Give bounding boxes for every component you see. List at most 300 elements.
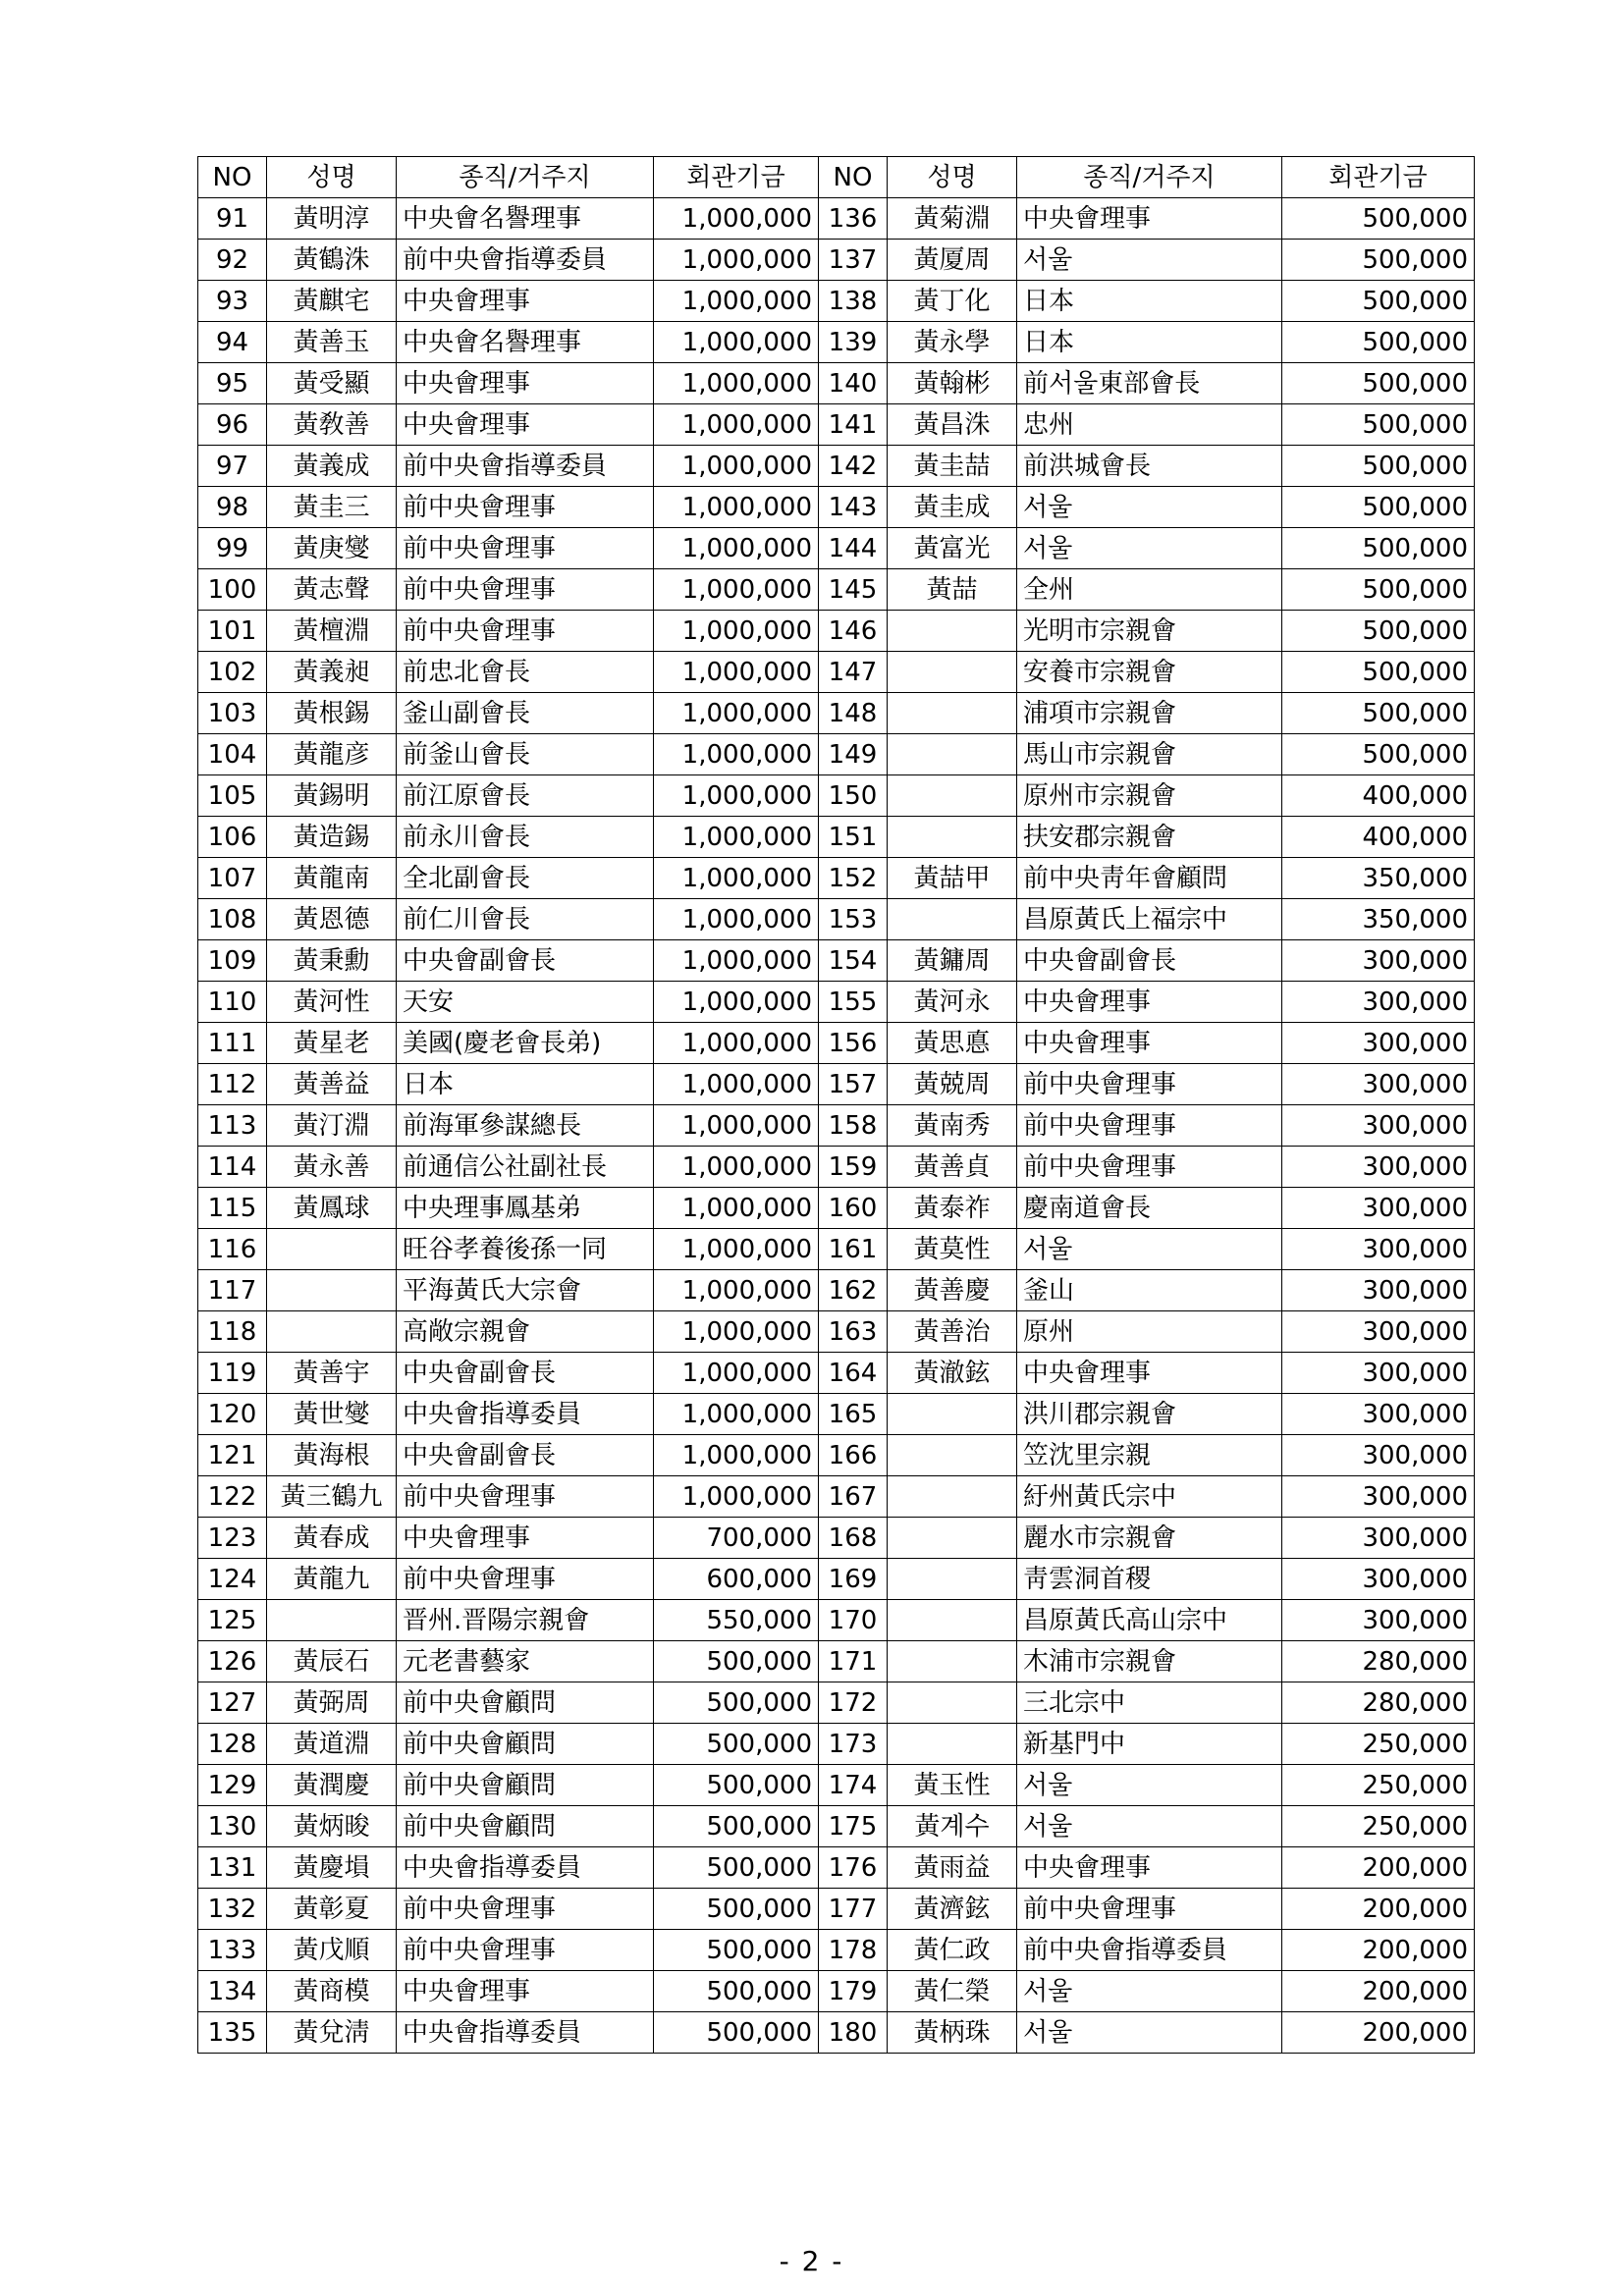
cell-title-residence: 慶南道會長 xyxy=(1017,1188,1282,1229)
cell-name: 黃玉性 xyxy=(888,1765,1017,1806)
cell-title-residence: 靑雲洞首稷 xyxy=(1017,1559,1282,1600)
cell-title-residence: 前通信公社副社長 xyxy=(397,1147,654,1188)
cell-no: 162 xyxy=(819,1270,888,1311)
cell-name xyxy=(888,817,1017,858)
cell-hall-fund: 500,000 xyxy=(654,1641,819,1682)
cell-hall-fund: 1,000,000 xyxy=(654,611,819,652)
cell-title-residence: 前中央會理事 xyxy=(1017,1105,1282,1147)
cell-no: 109 xyxy=(198,940,267,982)
cell-hall-fund: 550,000 xyxy=(654,1600,819,1641)
cell-name xyxy=(888,1724,1017,1765)
cell-title-residence: 原州市宗親會 xyxy=(1017,775,1282,817)
cell-title-residence: 前中央會指導委員 xyxy=(1017,1930,1282,1971)
cell-name: 黃世燮 xyxy=(267,1394,397,1435)
cell-title-residence: 中央會副會長 xyxy=(397,1353,654,1394)
cell-title-residence: 前中央靑年會顧問 xyxy=(1017,858,1282,899)
cell-hall-fund: 300,000 xyxy=(1282,1188,1475,1229)
cell-name: 黃河永 xyxy=(888,982,1017,1023)
table-row xyxy=(198,1641,1475,1682)
cell-name: 黃善慶 xyxy=(888,1270,1017,1311)
cell-title-residence: 高敞宗親會 xyxy=(397,1311,654,1353)
cell-hall-fund: 500,000 xyxy=(654,1806,819,1847)
cell-title-residence: 서울 xyxy=(1017,240,1282,281)
cell-title-residence: 中央會理事 xyxy=(397,281,654,322)
table-row xyxy=(198,1847,1475,1889)
cell-no: 163 xyxy=(819,1311,888,1353)
table-row xyxy=(198,982,1475,1023)
cell-no: 121 xyxy=(198,1435,267,1476)
cell-no: 158 xyxy=(819,1105,888,1147)
cell-name xyxy=(888,775,1017,817)
cell-hall-fund: 500,000 xyxy=(1282,240,1475,281)
cell-name: 黃戊順 xyxy=(267,1930,397,1971)
cell-hall-fund: 300,000 xyxy=(1282,1229,1475,1270)
cell-hall-fund: 500,000 xyxy=(1282,198,1475,240)
cell-hall-fund: 300,000 xyxy=(1282,982,1475,1023)
header-no-left: NO xyxy=(198,157,267,198)
table-row xyxy=(198,817,1475,858)
cell-name xyxy=(888,734,1017,775)
cell-hall-fund: 500,000 xyxy=(1282,404,1475,446)
cell-title-residence: 前中央會理事 xyxy=(397,1559,654,1600)
cell-title-residence: 前中央會理事 xyxy=(397,1930,654,1971)
header-name-right: 성명 xyxy=(888,157,1017,198)
cell-title-residence: 原州 xyxy=(1017,1311,1282,1353)
cell-title-residence: 中央會理事 xyxy=(1017,198,1282,240)
cell-name: 黃受顯 xyxy=(267,363,397,404)
cell-hall-fund: 300,000 xyxy=(1282,1559,1475,1600)
cell-title-residence: 前中央會理事 xyxy=(1017,1889,1282,1930)
cell-no: 130 xyxy=(198,1806,267,1847)
cell-hall-fund: 500,000 xyxy=(1282,281,1475,322)
table-row xyxy=(198,1105,1475,1147)
cell-title-residence: 洪川郡宗親會 xyxy=(1017,1394,1282,1435)
cell-no: 114 xyxy=(198,1147,267,1188)
cell-title-residence: 中央會名譽理事 xyxy=(397,322,654,363)
cell-no: 91 xyxy=(198,198,267,240)
cell-name: 黃汀淵 xyxy=(267,1105,397,1147)
cell-hall-fund: 500,000 xyxy=(654,1971,819,2012)
table-row xyxy=(198,1229,1475,1270)
cell-hall-fund: 1,000,000 xyxy=(654,1353,819,1394)
cell-hall-fund: 1,000,000 xyxy=(654,652,819,693)
cell-no: 131 xyxy=(198,1847,267,1889)
cell-title-residence: 서울 xyxy=(1017,2012,1282,2054)
cell-no: 97 xyxy=(198,446,267,487)
table-row xyxy=(198,940,1475,982)
cell-title-residence: 中央會指導委員 xyxy=(397,2012,654,2054)
cell-title-residence: 서울 xyxy=(1017,1971,1282,2012)
cell-no: 139 xyxy=(819,322,888,363)
cell-hall-fund: 1,000,000 xyxy=(654,1435,819,1476)
table-row xyxy=(198,1188,1475,1229)
cell-name: 黃秉勳 xyxy=(267,940,397,982)
cell-title-residence: 馬山市宗親會 xyxy=(1017,734,1282,775)
cell-hall-fund: 1,000,000 xyxy=(654,322,819,363)
table-row xyxy=(198,1971,1475,2012)
cell-name: 黃慶塤 xyxy=(267,1847,397,1889)
table-row xyxy=(198,734,1475,775)
cell-no: 103 xyxy=(198,693,267,734)
cell-title-residence: 新基門中 xyxy=(1017,1724,1282,1765)
cell-name: 黃善貞 xyxy=(888,1147,1017,1188)
cell-name: 黃彰夏 xyxy=(267,1889,397,1930)
cell-hall-fund: 1,000,000 xyxy=(654,569,819,611)
cell-hall-fund: 350,000 xyxy=(1282,858,1475,899)
cell-hall-fund: 500,000 xyxy=(654,1724,819,1765)
cell-title-residence: 前서울東部會長 xyxy=(1017,363,1282,404)
cell-no: 136 xyxy=(819,198,888,240)
cell-title-residence: 前江原會長 xyxy=(397,775,654,817)
cell-name: 黃明淳 xyxy=(267,198,397,240)
cell-no: 104 xyxy=(198,734,267,775)
cell-no: 135 xyxy=(198,2012,267,2054)
cell-name xyxy=(888,652,1017,693)
cell-title-residence: 元老書藝家 xyxy=(397,1641,654,1682)
table-row xyxy=(198,1147,1475,1188)
table-row xyxy=(198,1930,1475,1971)
cell-no: 110 xyxy=(198,982,267,1023)
table-row xyxy=(198,446,1475,487)
cell-no: 92 xyxy=(198,240,267,281)
cell-title-residence: 前釜山會長 xyxy=(397,734,654,775)
cell-title-residence: 全州 xyxy=(1017,569,1282,611)
table-row xyxy=(198,1476,1475,1518)
table-row xyxy=(198,569,1475,611)
cell-no: 180 xyxy=(819,2012,888,2054)
cell-no: 145 xyxy=(819,569,888,611)
cell-hall-fund: 300,000 xyxy=(1282,1105,1475,1147)
cell-hall-fund: 500,000 xyxy=(654,1847,819,1889)
cell-hall-fund: 1,000,000 xyxy=(654,1394,819,1435)
cell-title-residence: 中央會理事 xyxy=(397,1518,654,1559)
cell-title-residence: 서울 xyxy=(1017,1806,1282,1847)
cell-name: 黃喆甲 xyxy=(888,858,1017,899)
cell-title-residence: 中央會副會長 xyxy=(397,1435,654,1476)
cell-name xyxy=(267,1270,397,1311)
cell-no: 165 xyxy=(819,1394,888,1435)
cell-name: 黃翰彬 xyxy=(888,363,1017,404)
table-row xyxy=(198,652,1475,693)
cell-title-residence: 光明市宗親會 xyxy=(1017,611,1282,652)
cell-no: 156 xyxy=(819,1023,888,1064)
cell-no: 107 xyxy=(198,858,267,899)
cell-name: 黃辰石 xyxy=(267,1641,397,1682)
cell-title-residence: 前中央會顧問 xyxy=(397,1682,654,1724)
cell-hall-fund: 300,000 xyxy=(1282,1023,1475,1064)
cell-hall-fund: 1,000,000 xyxy=(654,693,819,734)
cell-name: 黃鳳球 xyxy=(267,1188,397,1229)
table-row xyxy=(198,1559,1475,1600)
cell-no: 179 xyxy=(819,1971,888,2012)
cell-hall-fund: 500,000 xyxy=(654,1765,819,1806)
cell-hall-fund: 500,000 xyxy=(654,2012,819,2054)
cell-title-residence: 中央會副會長 xyxy=(397,940,654,982)
cell-no: 153 xyxy=(819,899,888,940)
cell-name: 黃檀淵 xyxy=(267,611,397,652)
cell-name: 黃濟鉉 xyxy=(888,1889,1017,1930)
cell-hall-fund: 1,000,000 xyxy=(654,487,819,528)
cell-name xyxy=(888,693,1017,734)
cell-title-residence: 前忠北會長 xyxy=(397,652,654,693)
table-row xyxy=(198,528,1475,569)
cell-name: 黃喆 xyxy=(888,569,1017,611)
cell-name xyxy=(267,1311,397,1353)
cell-title-residence: 中央會理事 xyxy=(397,363,654,404)
cell-hall-fund: 1,000,000 xyxy=(654,1229,819,1270)
cell-title-residence: 中央會理事 xyxy=(1017,1353,1282,1394)
cell-name: 黃圭喆 xyxy=(888,446,1017,487)
cell-hall-fund: 1,000,000 xyxy=(654,363,819,404)
cell-name xyxy=(888,611,1017,652)
cell-hall-fund: 200,000 xyxy=(1282,1847,1475,1889)
cell-hall-fund: 300,000 xyxy=(1282,940,1475,982)
cell-title-residence: 日本 xyxy=(1017,322,1282,363)
cell-name: 黃龍南 xyxy=(267,858,397,899)
cell-no: 119 xyxy=(198,1353,267,1394)
cell-name: 黃圭成 xyxy=(888,487,1017,528)
cell-hall-fund: 1,000,000 xyxy=(654,1311,819,1353)
cell-hall-fund: 500,000 xyxy=(1282,611,1475,652)
cell-no: 117 xyxy=(198,1270,267,1311)
cell-hall-fund: 700,000 xyxy=(654,1518,819,1559)
cell-name: 黃昌洙 xyxy=(888,404,1017,446)
header-hall-fund-right: 회관기금 xyxy=(1282,157,1475,198)
cell-name: 黃仁政 xyxy=(888,1930,1017,1971)
cell-title-residence: 扶安郡宗親會 xyxy=(1017,817,1282,858)
cell-title-residence: 中央會副會長 xyxy=(1017,940,1282,982)
cell-hall-fund: 500,000 xyxy=(1282,363,1475,404)
cell-title-residence: 昌原黃氏上福宗中 xyxy=(1017,899,1282,940)
table-row xyxy=(198,1311,1475,1353)
cell-no: 178 xyxy=(819,1930,888,1971)
cell-title-residence: 前中央會理事 xyxy=(1017,1064,1282,1105)
cell-title-residence: 前中央會理事 xyxy=(1017,1147,1282,1188)
cell-name xyxy=(888,1518,1017,1559)
cell-name: 黃鶴洙 xyxy=(267,240,397,281)
cell-name: 黃炳晙 xyxy=(267,1806,397,1847)
cell-hall-fund: 300,000 xyxy=(1282,1600,1475,1641)
cell-hall-fund: 500,000 xyxy=(1282,652,1475,693)
table-row xyxy=(198,899,1475,940)
cell-no: 141 xyxy=(819,404,888,446)
cell-name: 黃商模 xyxy=(267,1971,397,2012)
cell-no: 94 xyxy=(198,322,267,363)
cell-no: 106 xyxy=(198,817,267,858)
cell-title-residence: 前中央會理事 xyxy=(397,528,654,569)
cell-title-residence: 昌原黃氏高山宗中 xyxy=(1017,1600,1282,1641)
cell-title-residence: 前中央會理事 xyxy=(397,487,654,528)
cell-no: 138 xyxy=(819,281,888,322)
table-row xyxy=(198,775,1475,817)
cell-no: 166 xyxy=(819,1435,888,1476)
cell-title-residence: 中央會理事 xyxy=(397,1971,654,2012)
cell-title-residence: 笠沈里宗親 xyxy=(1017,1435,1282,1476)
table-row xyxy=(198,1064,1475,1105)
cell-hall-fund: 1,000,000 xyxy=(654,446,819,487)
cell-no: 112 xyxy=(198,1064,267,1105)
cell-title-residence: 中央理事鳳基弟 xyxy=(397,1188,654,1229)
cell-name: 黃河性 xyxy=(267,982,397,1023)
cell-name: 黃龍彦 xyxy=(267,734,397,775)
cell-name xyxy=(888,1559,1017,1600)
table-row xyxy=(198,281,1475,322)
cell-title-residence: 前中央會理事 xyxy=(397,611,654,652)
cell-title-residence: 中央會理事 xyxy=(1017,1847,1282,1889)
cell-name: 黃善益 xyxy=(267,1064,397,1105)
cell-title-residence: 平海黃氏大宗會 xyxy=(397,1270,654,1311)
table-row xyxy=(198,363,1475,404)
cell-no: 113 xyxy=(198,1105,267,1147)
table-row xyxy=(198,1270,1475,1311)
table-row xyxy=(198,611,1475,652)
header-row xyxy=(198,157,1475,198)
cell-no: 147 xyxy=(819,652,888,693)
cell-no: 95 xyxy=(198,363,267,404)
cell-hall-fund: 1,000,000 xyxy=(654,982,819,1023)
cell-title-residence: 前中央會顧問 xyxy=(397,1765,654,1806)
cell-hall-fund: 1,000,000 xyxy=(654,899,819,940)
cell-name: 黃鏞周 xyxy=(888,940,1017,982)
cell-hall-fund: 1,000,000 xyxy=(654,528,819,569)
cell-no: 170 xyxy=(819,1600,888,1641)
cell-no: 100 xyxy=(198,569,267,611)
cell-no: 151 xyxy=(819,817,888,858)
header-title-residence-right: 종직/거주지 xyxy=(1017,157,1282,198)
table-row xyxy=(198,240,1475,281)
cell-no: 127 xyxy=(198,1682,267,1724)
cell-title-residence: 天安 xyxy=(397,982,654,1023)
cell-no: 108 xyxy=(198,899,267,940)
table-row xyxy=(198,1394,1475,1435)
cell-no: 126 xyxy=(198,1641,267,1682)
table-row xyxy=(198,1806,1475,1847)
cell-name: 黃永學 xyxy=(888,322,1017,363)
cell-no: 122 xyxy=(198,1476,267,1518)
cell-no: 175 xyxy=(819,1806,888,1847)
cell-hall-fund: 1,000,000 xyxy=(654,198,819,240)
cell-hall-fund: 280,000 xyxy=(1282,1682,1475,1724)
cell-hall-fund: 300,000 xyxy=(1282,1476,1475,1518)
cell-hall-fund: 250,000 xyxy=(1282,1724,1475,1765)
cell-name xyxy=(267,1229,397,1270)
cell-name: 黃善宇 xyxy=(267,1353,397,1394)
cell-no: 99 xyxy=(198,528,267,569)
cell-title-residence: 서울 xyxy=(1017,528,1282,569)
table-row xyxy=(198,487,1475,528)
cell-title-residence: 前中央會理事 xyxy=(397,1889,654,1930)
cell-hall-fund: 1,000,000 xyxy=(654,1476,819,1518)
cell-name: 黃潤慶 xyxy=(267,1765,397,1806)
cell-name: 黃善玉 xyxy=(267,322,397,363)
table-row xyxy=(198,1682,1475,1724)
cell-no: 102 xyxy=(198,652,267,693)
cell-no: 169 xyxy=(819,1559,888,1600)
cell-no: 171 xyxy=(819,1641,888,1682)
cell-name xyxy=(888,1435,1017,1476)
cell-name xyxy=(888,1600,1017,1641)
cell-hall-fund: 1,000,000 xyxy=(654,281,819,322)
cell-name: 黃弼周 xyxy=(267,1682,397,1724)
cell-no: 148 xyxy=(819,693,888,734)
cell-title-residence: 前海軍參謀總長 xyxy=(397,1105,654,1147)
cell-no: 98 xyxy=(198,487,267,528)
cell-no: 177 xyxy=(819,1889,888,1930)
cell-no: 176 xyxy=(819,1847,888,1889)
cell-no: 142 xyxy=(819,446,888,487)
cell-no: 101 xyxy=(198,611,267,652)
cell-hall-fund: 280,000 xyxy=(1282,1641,1475,1682)
cell-title-residence: 中央會指導委員 xyxy=(397,1394,654,1435)
cell-hall-fund: 1,000,000 xyxy=(654,404,819,446)
cell-name: 黃雨益 xyxy=(888,1847,1017,1889)
table-row xyxy=(198,198,1475,240)
cell-name: 黃圭三 xyxy=(267,487,397,528)
donation-ledger-table xyxy=(197,156,1475,2054)
cell-no: 157 xyxy=(819,1064,888,1105)
cell-name xyxy=(888,1394,1017,1435)
cell-hall-fund: 1,000,000 xyxy=(654,1270,819,1311)
cell-hall-fund: 600,000 xyxy=(654,1559,819,1600)
cell-hall-fund: 300,000 xyxy=(1282,1353,1475,1394)
cell-no: 161 xyxy=(819,1229,888,1270)
table-row xyxy=(198,1023,1475,1064)
cell-title-residence: 前永川會長 xyxy=(397,817,654,858)
cell-name: 黃永善 xyxy=(267,1147,397,1188)
cell-name: 黃庚燮 xyxy=(267,528,397,569)
cell-name: 黃仁榮 xyxy=(888,1971,1017,2012)
cell-no: 174 xyxy=(819,1765,888,1806)
cell-no: 116 xyxy=(198,1229,267,1270)
cell-no: 105 xyxy=(198,775,267,817)
cell-no: 120 xyxy=(198,1394,267,1435)
table-header xyxy=(198,157,1475,198)
cell-hall-fund: 500,000 xyxy=(654,1889,819,1930)
header-hall-fund-left: 회관기금 xyxy=(654,157,819,198)
cell-title-residence: 前仁川會長 xyxy=(397,899,654,940)
cell-no: 159 xyxy=(819,1147,888,1188)
cell-hall-fund: 1,000,000 xyxy=(654,240,819,281)
cell-no: 93 xyxy=(198,281,267,322)
cell-title-residence: 日本 xyxy=(1017,281,1282,322)
table-row xyxy=(198,404,1475,446)
table-row xyxy=(198,1518,1475,1559)
cell-hall-fund: 200,000 xyxy=(1282,1971,1475,2012)
cell-no: 129 xyxy=(198,1765,267,1806)
cell-hall-fund: 400,000 xyxy=(1282,817,1475,858)
cell-no: 168 xyxy=(819,1518,888,1559)
cell-hall-fund: 1,000,000 xyxy=(654,1147,819,1188)
cell-name xyxy=(267,1600,397,1641)
cell-hall-fund: 1,000,000 xyxy=(654,734,819,775)
cell-hall-fund: 250,000 xyxy=(1282,1765,1475,1806)
cell-title-residence: 中央會指導委員 xyxy=(397,1847,654,1889)
cell-title-residence: 서울 xyxy=(1017,487,1282,528)
cell-title-residence: 前中央會理事 xyxy=(397,1476,654,1518)
cell-no: 146 xyxy=(819,611,888,652)
cell-title-residence: 前中央會顧問 xyxy=(397,1806,654,1847)
cell-name: 黃道淵 xyxy=(267,1724,397,1765)
cell-name: 黃錫明 xyxy=(267,775,397,817)
cell-name: 黃志聲 xyxy=(267,569,397,611)
table-body xyxy=(198,198,1475,2054)
cell-hall-fund: 200,000 xyxy=(1282,1930,1475,1971)
cell-hall-fund: 400,000 xyxy=(1282,775,1475,817)
cell-title-residence: 麗水市宗親會 xyxy=(1017,1518,1282,1559)
cell-no: 128 xyxy=(198,1724,267,1765)
cell-name: 黃麒宅 xyxy=(267,281,397,322)
cell-no: 143 xyxy=(819,487,888,528)
